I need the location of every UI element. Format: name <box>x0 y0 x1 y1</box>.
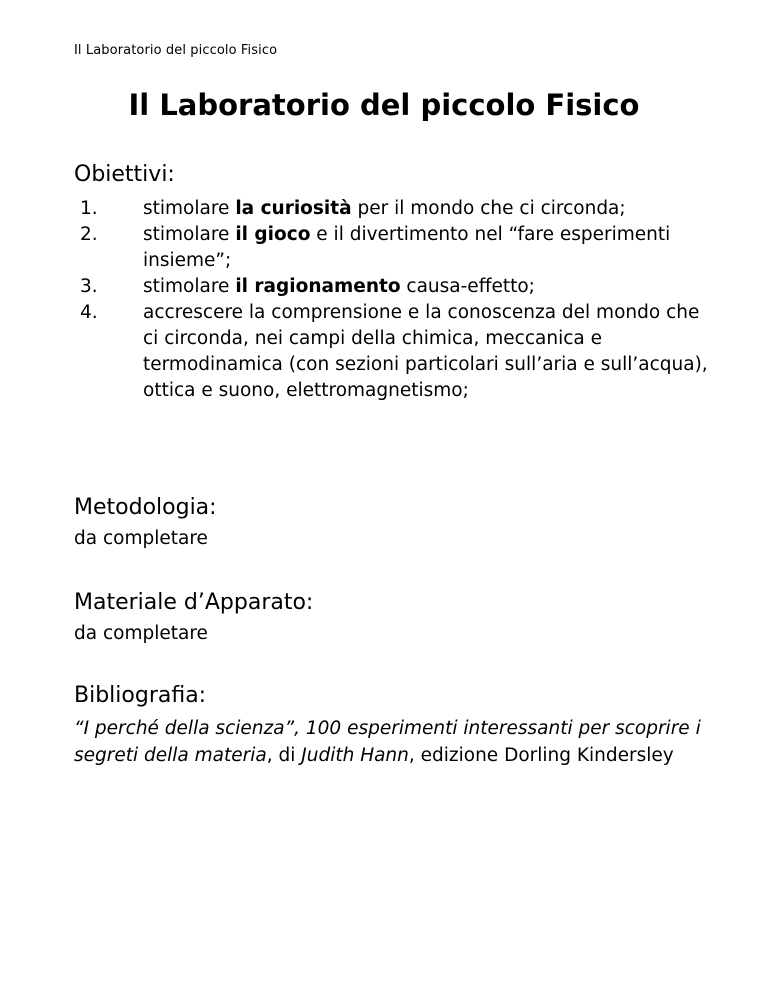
list-item-text <box>143 300 714 404</box>
objectives-list <box>74 196 714 404</box>
list-item-number: 3. <box>80 276 98 297</box>
bibliografia-by: , di <box>266 745 302 766</box>
metodologia-text: da completare <box>74 528 208 549</box>
bibliografia-book-title: “I perché della scienza”, 100 esperimenti interessanti per scoprire i segreti della materia <box>74 718 701 766</box>
bibliografia-author: Judith Hann <box>301 745 409 766</box>
list-item-text-post: per il mondo che ci circonda; <box>351 198 626 219</box>
list-item-text-post: causa-effetto; <box>400 276 535 297</box>
heading-bibliografia: Bibliografia: <box>74 683 207 708</box>
heading-metodologia: Metodologia: <box>74 495 217 520</box>
list-item-text <box>143 274 714 300</box>
list-item-text-pre: stimolare <box>143 276 236 297</box>
list-item-number: 4. <box>80 302 98 323</box>
list-item-text <box>143 222 714 274</box>
materiale-text: da completare <box>74 623 208 644</box>
list-item-text-bold: la curiosità <box>235 198 352 219</box>
list-item <box>74 274 714 300</box>
heading-obiettivi: Obiettivi: <box>74 162 175 187</box>
running-header: Il Laboratorio del piccolo Fisico <box>74 43 278 58</box>
list-item <box>74 196 714 222</box>
list-item-text-pre: accrescere la comprensione e la conoscenza del mondo che ci circonda, nei campi della chimica, meccanica e termodinamica (con sezioni particolari sull’aria e sull’acqua), ottica e suono, elettromagnetismo; <box>143 302 708 401</box>
bibliografia-publisher: , edizione Dorling Kindersley <box>408 745 674 766</box>
list-item-text-bold: il gioco <box>235 224 311 245</box>
bibliografia-entry <box>74 715 714 769</box>
list-item-text <box>143 196 714 222</box>
list-item-number: 2. <box>80 224 98 245</box>
page-title: Il Laboratorio del piccolo Fisico <box>128 88 640 122</box>
heading-materiale: Materiale d’Apparato: <box>74 590 314 615</box>
list-item-text-pre: stimolare <box>143 198 236 219</box>
list-item-text-pre: stimolare <box>143 224 236 245</box>
list-item-number: 1. <box>80 198 98 219</box>
list-item-text-post: e il divertimento nel “fare esperimenti insieme”; <box>143 224 671 271</box>
list-item <box>74 300 714 404</box>
list-item-text-bold: il ragionamento <box>235 276 401 297</box>
list-item <box>74 222 714 274</box>
